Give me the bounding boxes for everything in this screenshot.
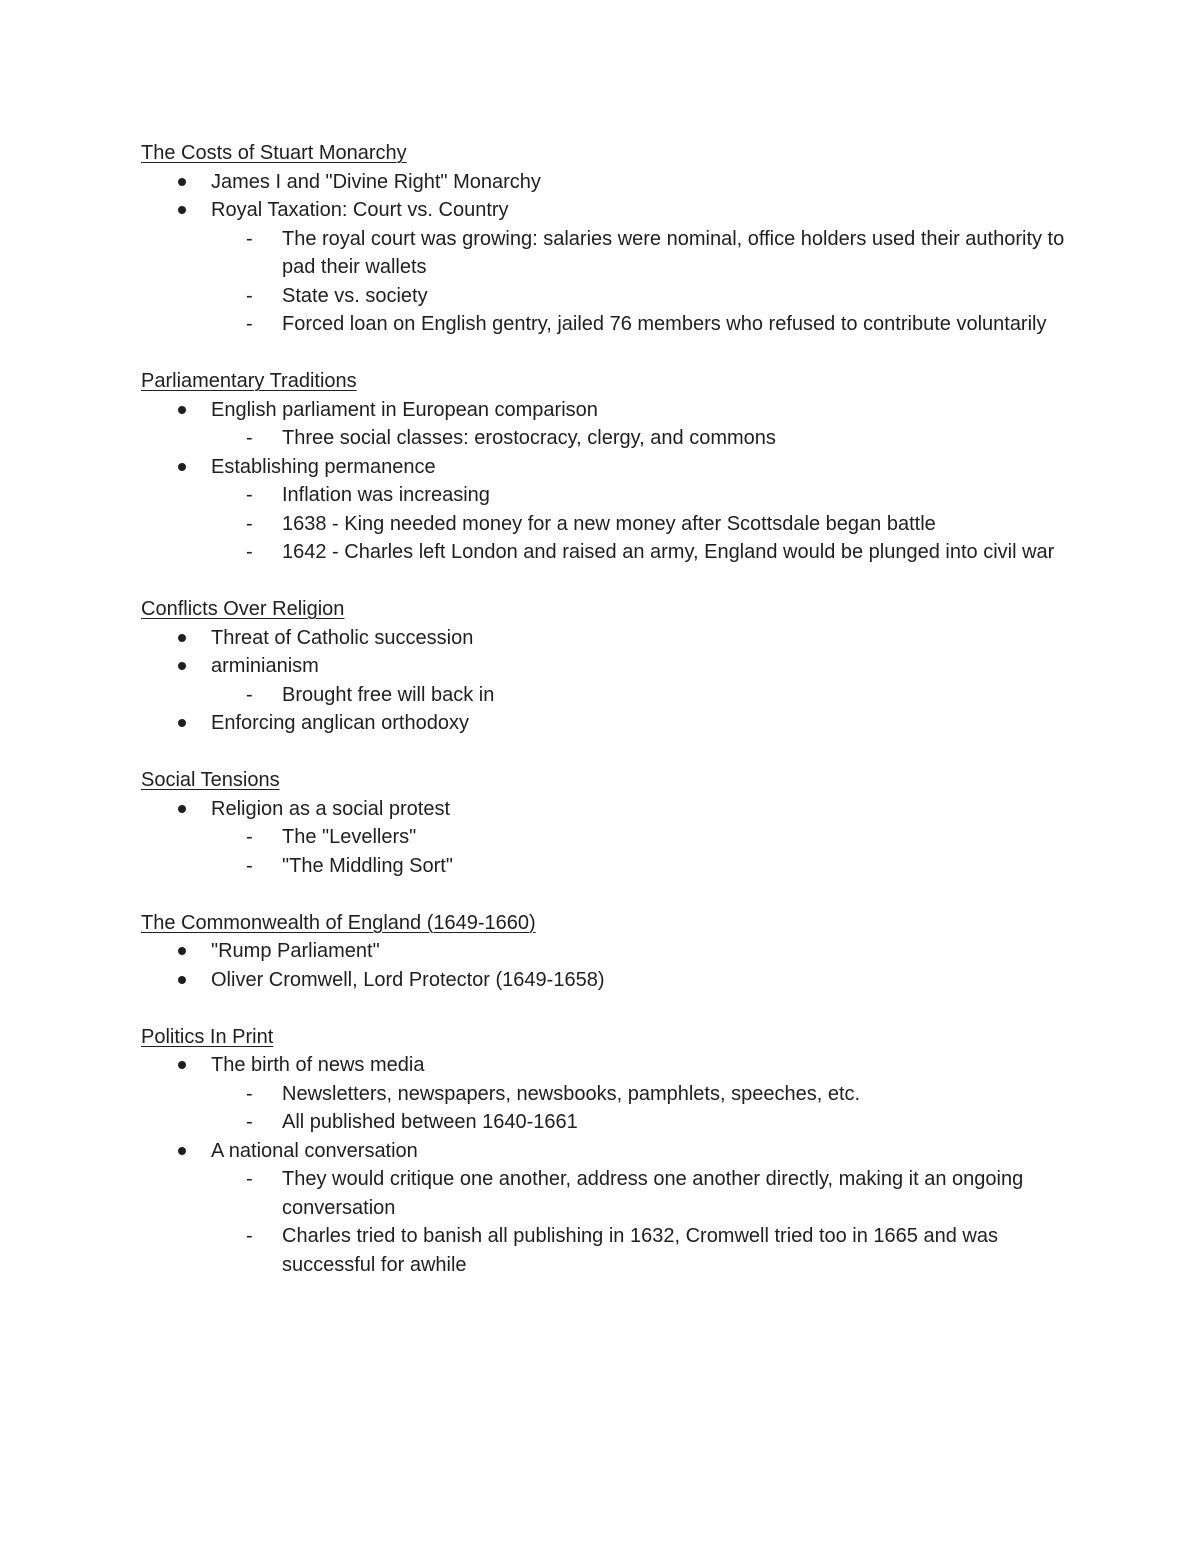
bullet-dot-icon (178, 719, 186, 727)
sub-bullet-list (211, 681, 1071, 710)
bullet-list (141, 1051, 1071, 1279)
sub-bullet-item (211, 310, 1071, 339)
sub-bullet-item (211, 424, 1071, 453)
sub-bullet-text: The royal court was growing: salaries were nominal, office holders used their authority to pad their wallets (282, 227, 1065, 278)
bullet-text: Oliver Cromwell, Lord Protector (1649-1658) (211, 968, 605, 991)
section (141, 766, 1071, 880)
sub-bullet-text: Inflation was increasing (282, 484, 490, 506)
bullet-dot-icon (178, 406, 186, 414)
document-page (141, 139, 1071, 1308)
dash-marker-icon: - (246, 683, 253, 706)
bullet-text: Royal Taxation: Court vs. Country (211, 199, 509, 221)
section (141, 139, 1071, 339)
sub-bullet-list (211, 481, 1071, 567)
sub-bullet-list (211, 1080, 1071, 1137)
bullet-dot-icon (178, 634, 186, 642)
bullet-item (141, 966, 1071, 995)
bullet-text: Establishing permanence (211, 455, 436, 478)
sub-bullet-text: Newsletters, newspapers, newsbooks, pamphlets, speeches, etc. (282, 1082, 861, 1105)
bullet-item (141, 196, 1071, 339)
dash-marker-icon: - (246, 826, 253, 848)
dash-marker-icon: - (246, 427, 253, 449)
sub-bullet-item (211, 538, 1071, 567)
bullet-list (141, 396, 1071, 567)
bullet-item (141, 1137, 1071, 1280)
sub-bullet-text: State vs. society (282, 284, 428, 307)
sub-bullet-item (211, 1165, 1071, 1222)
section (141, 595, 1071, 738)
bullet-text: English parliament in European comparison (211, 398, 598, 421)
sub-bullet-item (211, 852, 1071, 881)
bullet-list (141, 168, 1071, 339)
bullet-item (141, 709, 1071, 738)
bullet-item (141, 168, 1071, 197)
dash-marker-icon: - (246, 284, 253, 307)
bullet-text: "Rump Parliament" (211, 940, 380, 962)
sub-bullet-text: "The Middling Sort" (282, 854, 453, 877)
bullet-item (141, 795, 1071, 881)
bullet-item (141, 652, 1071, 709)
section-heading: The Commonwealth of England (1649-1660) (141, 911, 536, 934)
bullet-dot-icon (178, 947, 186, 955)
bullet-item (141, 624, 1071, 653)
bullet-text: A national conversation (211, 1139, 418, 1162)
sub-bullet-list (211, 823, 1071, 880)
bullet-item (141, 396, 1071, 453)
dash-marker-icon: - (246, 512, 253, 535)
bullet-dot-icon (178, 463, 186, 471)
section-heading: The Costs of Stuart Monarchy (141, 142, 407, 164)
bullet-dot-icon (178, 1061, 186, 1069)
sub-bullet-item (211, 282, 1071, 311)
section-heading: Social Tensions (141, 769, 280, 791)
sub-bullet-item (211, 510, 1071, 539)
sub-bullet-item (211, 1222, 1071, 1279)
dash-marker-icon: - (246, 1082, 253, 1105)
sub-bullet-text: Three social classes: erostocracy, clergy, and commons (282, 427, 776, 449)
bullet-dot-icon (178, 805, 186, 813)
bullet-item (141, 453, 1071, 567)
dash-marker-icon: - (246, 1225, 253, 1247)
sub-bullet-item (211, 1080, 1071, 1109)
sub-bullet-list (211, 424, 1071, 453)
sub-bullet-text: The "Levellers" (282, 826, 417, 848)
sub-bullet-text: Charles tried to banish all publishing in 1632, Cromwell tried too in 1665 and was successful for awhile (282, 1225, 998, 1276)
bullet-list (141, 795, 1071, 881)
section-heading: Politics In Print (141, 1025, 274, 1048)
sub-bullet-item (211, 481, 1071, 510)
section (141, 1023, 1071, 1280)
bullet-list (141, 937, 1071, 994)
sub-bullet-item (211, 681, 1071, 710)
dash-marker-icon: - (246, 313, 253, 335)
bullet-text: James I and "Divine Right" Monarchy (211, 170, 541, 193)
sub-bullet-item (211, 1108, 1071, 1137)
bullet-item (141, 937, 1071, 966)
dash-marker-icon: - (246, 227, 253, 250)
section (141, 909, 1071, 995)
sub-bullet-item (211, 225, 1071, 282)
bullet-text: The birth of news media (211, 1054, 425, 1076)
sub-bullet-text: Brought free will back in (282, 683, 495, 706)
dash-marker-icon: - (246, 484, 253, 506)
sub-bullet-text: 1638 - King needed money for a new money after Scottsdale began battle (282, 512, 936, 535)
bullet-dot-icon (178, 1147, 186, 1155)
bullet-dot-icon (178, 976, 186, 984)
bullet-item (141, 1051, 1071, 1137)
dash-marker-icon: - (246, 1168, 253, 1190)
bullet-text: Religion as a social protest (211, 797, 451, 820)
sub-bullet-list (211, 1165, 1071, 1279)
sub-bullet-text: 1642 - Charles left London and raised an army, England would be plunged into civil war (282, 541, 1055, 563)
bullet-dot-icon (178, 178, 186, 186)
sub-bullet-item (211, 823, 1071, 852)
sub-bullet-text: Forced loan on English gentry, jailed 76 members who refused to contribute voluntarily (282, 313, 1047, 335)
bullet-dot-icon (178, 662, 186, 670)
section (141, 367, 1071, 567)
dash-marker-icon: - (246, 541, 253, 563)
dash-marker-icon: - (246, 854, 253, 877)
sub-bullet-text: They would critique one another, address one another directly, making it an ongoing conversation (282, 1168, 1024, 1219)
dash-marker-icon: - (246, 1111, 253, 1133)
bullet-text: Enforcing anglican orthodoxy (211, 712, 469, 734)
bullet-text: arminianism (211, 655, 319, 677)
section-heading: Conflicts Over Religion (141, 598, 345, 620)
section-heading: Parliamentary Traditions (141, 370, 357, 392)
sub-bullet-text: All published between 1640-1661 (282, 1111, 578, 1133)
sub-bullet-list (211, 225, 1071, 339)
bullet-dot-icon (178, 206, 186, 214)
bullet-text: Threat of Catholic succession (211, 626, 474, 649)
bullet-list (141, 624, 1071, 738)
